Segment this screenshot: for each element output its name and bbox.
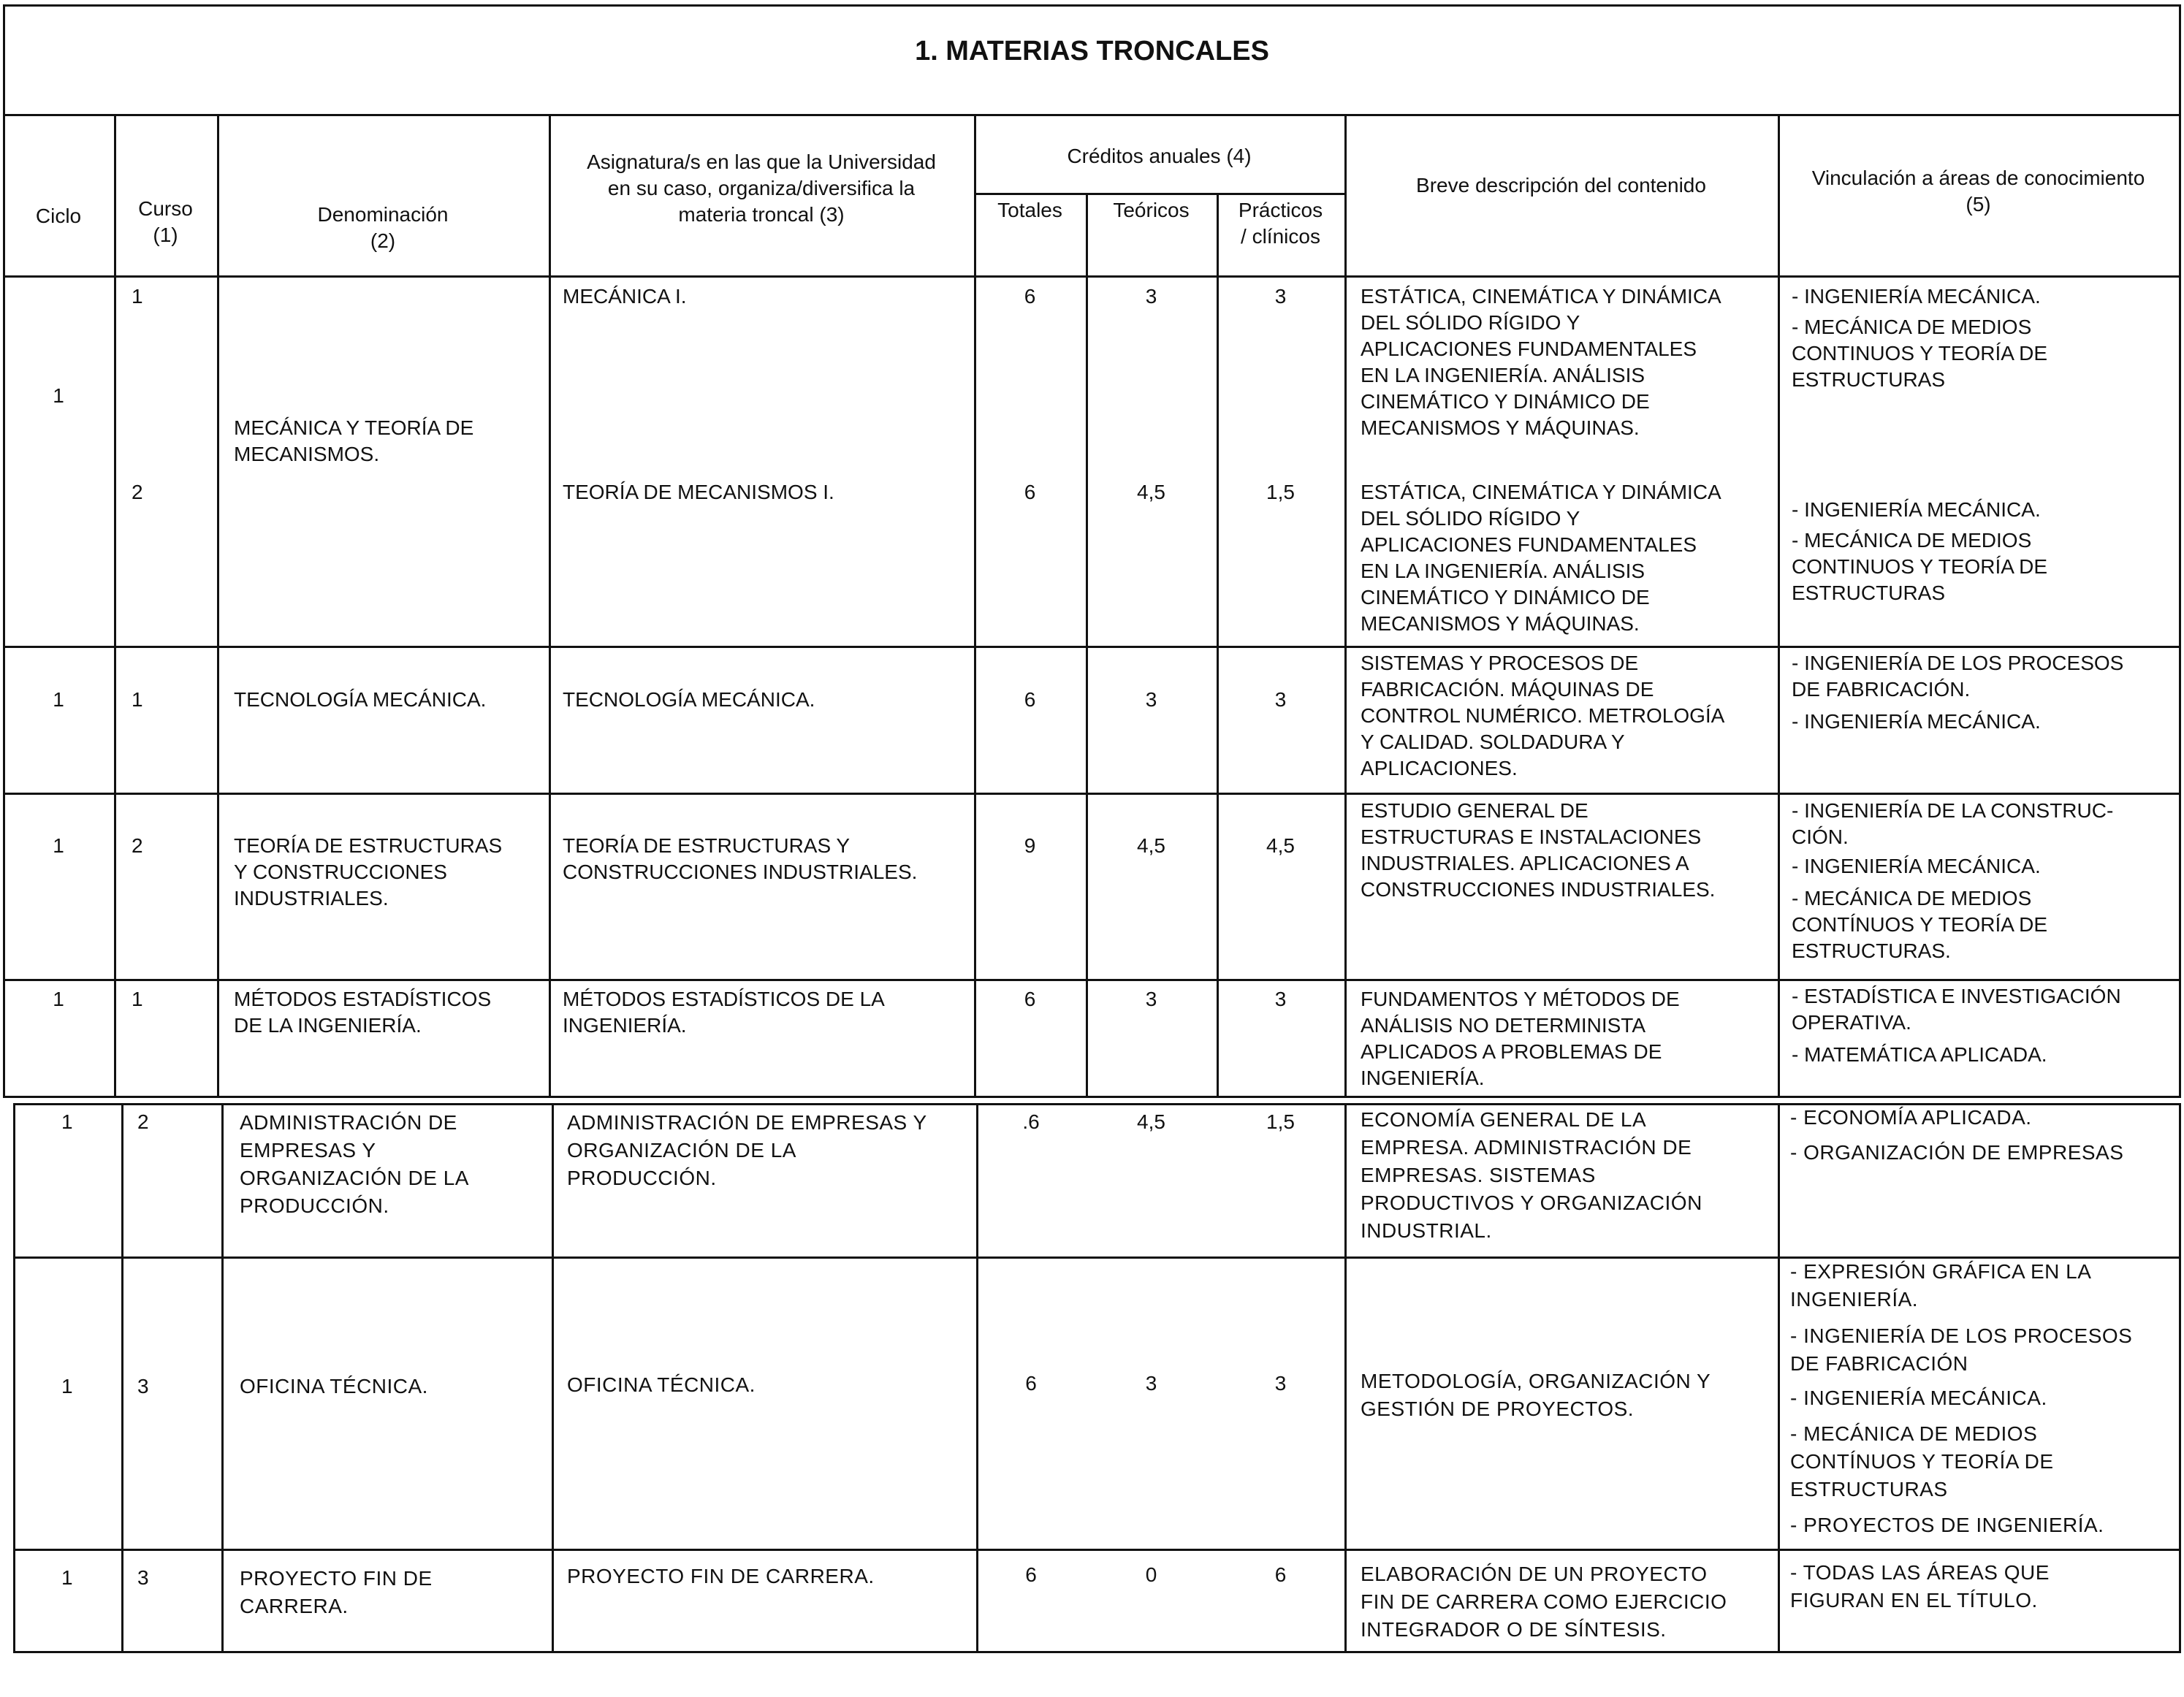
row5-vinculacion-2: - ORGANIZACIÓN DE EMPRESAS	[1790, 1141, 2124, 1164]
row5-descripcion: ECONOMÍA GENERAL DE LA EMPRESA. ADMINISTRACIÓN DE EMPRESAS. SISTEMAS PRODUCTIVOS Y ORGANIZACIÓN INDUSTRIAL.	[1361, 1108, 1702, 1242]
row4-ciclo: 1	[53, 988, 64, 1010]
row1-ciclo: 1	[53, 384, 64, 407]
header-vinculacion: Vinculación a áreas de conocimiento (5)	[1811, 167, 2145, 216]
table-border-bottom	[13, 1651, 2180, 1653]
header-creditos: Créditos anuales (4)	[1067, 145, 1252, 167]
row2-vinculacion-2: - INGENIERÍA MECÁNICA.	[1792, 710, 2041, 733]
row3-descripcion: ESTUDIO GENERAL DE ESTRUCTURAS E INSTALACIONES INDUSTRIALES. APLICACIONES A CONSTRUCCIONES INDUSTRIALES.	[1361, 799, 1716, 901]
row7-totales: 6	[1025, 1563, 1037, 1586]
col-line-2	[217, 114, 219, 1097]
row1-vinculacion-b2: - MECÁNICA DE MEDIOS CONTINUOS Y TEORÍA DE ESTRUCTURAS	[1792, 529, 2048, 604]
col-line-1	[114, 114, 116, 1097]
header-ciclo: Ciclo	[35, 205, 82, 227]
lower-border-right	[2179, 1103, 2181, 1653]
row5-vinculacion-1: - ECONOMÍA APLICADA.	[1790, 1106, 2032, 1129]
row-line-4	[3, 1096, 2181, 1098]
row2-vinculacion-1: - INGENIERÍA DE LOS PROCESOS DE FABRICACIÓN.	[1792, 652, 2124, 701]
row6-denominacion: OFICINA TÉCNICA.	[240, 1375, 428, 1397]
row6-vinculacion-3: - INGENIERÍA MECÁNICA.	[1790, 1387, 2047, 1409]
row7-descripcion: ELABORACIÓN DE UN PROYECTO FIN DE CARRERA COMO EJERCICIO INTEGRADOR O DE SÍNTESIS.	[1361, 1563, 1727, 1641]
col-line-4	[974, 114, 976, 1097]
row4-curso: 1	[132, 988, 143, 1010]
row-line-1	[3, 646, 2181, 648]
row3-practicos: 4,5	[1266, 834, 1295, 857]
header-asignatura: Asignatura/s en las que la Universidad en su caso, organiza/diversifica la materia troncal (3)	[587, 150, 936, 226]
col-line-7	[1344, 114, 1347, 1097]
row3-vinculacion-3: - MECÁNICA DE MEDIOS CONTÍNUOS Y TEORÍA DE ESTRUCTURAS.	[1792, 887, 2048, 962]
row1-vinculacion-a1: - INGENIERÍA MECÁNICA.	[1792, 285, 2041, 308]
lower-col-line-1	[121, 1103, 123, 1653]
row4-teoricos: 3	[1145, 988, 1157, 1010]
header-denominacion: Denominación (2)	[317, 203, 449, 252]
row4-denominacion: MÉTODOS ESTADÍSTICOS DE LA INGENIERÍA.	[234, 988, 492, 1037]
table-border-top	[3, 4, 2181, 7]
row3-vinculacion-1: - INGENIERÍA DE LA CONSTRUC- CIÓN.	[1792, 799, 2114, 848]
row6-vinculacion-2: - INGENIERÍA DE LOS PROCESOS DE FABRICACIÓN	[1790, 1324, 2133, 1375]
row5-totales: .6	[1022, 1110, 1040, 1133]
row1-curso-b: 2	[132, 481, 143, 503]
row1-descripcion-b: ESTÁTICA, CINEMÁTICA Y DINÁMICA DEL SÓLIDO RÍGIDO Y APLICACIONES FUNDAMENTALES EN LA INGENIERÍA. ANÁLISIS CINEMÁTICO Y DINÁMICO DE MECANISMOS Y MÁQUINAS.	[1361, 481, 1721, 635]
row7-curso: 3	[137, 1566, 150, 1589]
row1-teoricos-a: 3	[1145, 285, 1157, 308]
row1-totales-b: 6	[1024, 481, 1036, 503]
row-line-2	[3, 793, 2181, 795]
row1-practicos-b: 1,5	[1266, 481, 1295, 503]
row1-practicos-a: 3	[1274, 285, 1287, 308]
lower-col-line-8	[1778, 1103, 1780, 1653]
row7-practicos: 6	[1274, 1563, 1287, 1586]
row2-totales: 6	[1024, 688, 1036, 711]
row6-totales: 6	[1025, 1372, 1037, 1395]
row5-teoricos: 4,5	[1137, 1110, 1165, 1133]
col-line-3	[549, 114, 551, 1097]
row6-vinculacion-1: - EXPRESIÓN GRÁFICA EN LA INGENIERÍA.	[1790, 1260, 2092, 1311]
col-line-8	[1778, 114, 1780, 1097]
table-border-left	[3, 4, 5, 1097]
creditos-subheader-line	[974, 193, 1345, 195]
row7-vinculacion-1: - TODAS LAS ÁREAS QUE FIGURAN EN EL TÍTULO.	[1790, 1561, 2050, 1612]
row2-practicos: 3	[1274, 688, 1287, 711]
row7-teoricos: 0	[1145, 1563, 1157, 1586]
row2-ciclo: 1	[53, 688, 64, 711]
row1-vinculacion-b1: - INGENIERÍA MECÁNICA.	[1792, 498, 2041, 521]
header-descripcion: Breve descripción del contenido	[1416, 174, 1706, 197]
row3-ciclo: 1	[53, 834, 64, 857]
header-totales: Totales	[997, 199, 1062, 221]
col-line-5	[1086, 193, 1088, 1097]
row4-asignatura: MÉTODOS ESTADÍSTICOS DE LA INGENIERÍA.	[563, 988, 885, 1037]
row6-teoricos: 3	[1145, 1372, 1157, 1395]
row3-curso: 2	[132, 834, 143, 857]
row1-asignatura-b: TEORÍA DE MECANISMOS I.	[563, 481, 834, 503]
row3-totales: 9	[1024, 834, 1036, 857]
lower-col-line-2	[221, 1103, 224, 1653]
row2-teoricos: 3	[1145, 688, 1157, 711]
header-teoricos: Teóricos	[1113, 199, 1190, 221]
row1-asignatura-a: MECÁNICA I.	[563, 285, 687, 308]
row1-curso-a: 1	[132, 285, 143, 308]
row1-denominacion: MECÁNICA Y TEORÍA DE MECANISMOS.	[234, 416, 474, 465]
row6-curso: 3	[137, 1375, 150, 1397]
row1-vinculacion-a2: - MECÁNICA DE MEDIOS CONTINUOS Y TEORÍA DE ESTRUCTURAS	[1792, 316, 2048, 391]
row-line-6	[13, 1549, 2180, 1551]
header-curso: Curso (1)	[138, 197, 193, 246]
row5-asignatura: ADMINISTRACIÓN DE EMPRESAS Y ORGANIZACIÓN DE LA PRODUCCIÓN.	[567, 1111, 927, 1189]
col-line-6	[1217, 193, 1219, 1097]
lower-col-line-7	[1344, 1103, 1347, 1653]
row5-denominacion: ADMINISTRACIÓN DE EMPRESAS Y ORGANIZACIÓN DE LA PRODUCCIÓN.	[240, 1111, 469, 1217]
row5-practicos: 1,5	[1266, 1110, 1295, 1133]
row-line-3	[3, 979, 2181, 981]
row1-teoricos-b: 4,5	[1137, 481, 1165, 503]
row3-asignatura: TEORÍA DE ESTRUCTURAS Y CONSTRUCCIONES INDUSTRIALES.	[563, 834, 918, 883]
row7-asignatura: PROYECTO FIN DE CARRERA.	[567, 1565, 875, 1587]
row3-vinculacion-2: - INGENIERÍA MECÁNICA.	[1792, 855, 2041, 877]
row3-teoricos: 4,5	[1137, 834, 1165, 857]
row4-vinculacion-2: - MATEMÁTICA APLICADA.	[1792, 1043, 2047, 1066]
row4-vinculacion-1: - ESTADÍSTICA E INVESTIGACIÓN OPERATIVA.	[1792, 985, 2121, 1034]
row4-totales: 6	[1024, 988, 1036, 1010]
row1-descripcion-a: ESTÁTICA, CINEMÁTICA Y DINÁMICA DEL SÓLIDO RÍGIDO Y APLICACIONES FUNDAMENTALES EN LA INGENIERÍA. ANÁLISIS CINEMÁTICO Y DINÁMICO DE MECANISMOS Y MÁQUINAS.	[1361, 285, 1721, 439]
row2-asignatura: TECNOLOGÍA MECÁNICA.	[563, 688, 815, 711]
row3-denominacion: TEORÍA DE ESTRUCTURAS Y CONSTRUCCIONES INDUSTRIALES.	[234, 834, 503, 909]
title-divider	[3, 114, 2181, 116]
row7-ciclo: 1	[61, 1566, 74, 1589]
header-bottom-line	[3, 275, 2181, 278]
row4-practicos: 3	[1274, 988, 1287, 1010]
table-border-right	[2179, 4, 2181, 1097]
row6-descripcion: METODOLOGÍA, ORGANIZACIÓN Y GESTIÓN DE PROYECTOS.	[1361, 1370, 1711, 1420]
row6-ciclo: 1	[61, 1375, 74, 1397]
row2-descripcion: SISTEMAS Y PROCESOS DE FABRICACIÓN. MÁQUINAS DE CONTROL NUMÉRICO. METROLOGÍA Y CALIDAD. SOLDADURA Y APLICACIONES.	[1361, 652, 1725, 779]
row7-denominacion: PROYECTO FIN DE CARRERA.	[240, 1567, 433, 1617]
lower-col-line-3	[552, 1103, 554, 1653]
row2-denominacion: TECNOLOGÍA MECÁNICA.	[234, 688, 487, 711]
row5-curso: 2	[137, 1110, 150, 1133]
row1-totales-a: 6	[1024, 285, 1036, 308]
row6-practicos: 3	[1274, 1372, 1287, 1395]
row6-asignatura: OFICINA TÉCNICA.	[567, 1373, 756, 1396]
header-practicos: Prácticos / clínicos	[1238, 199, 1323, 248]
row5-ciclo: 1	[61, 1110, 74, 1133]
page-title: 1. MATERIAS TRONCALES	[915, 36, 1269, 66]
row2-curso: 1	[132, 688, 143, 711]
row6-vinculacion-4: - MECÁNICA DE MEDIOS CONTÍNUOS Y TEORÍA DE ESTRUCTURAS	[1790, 1422, 2054, 1500]
row4-descripcion: FUNDAMENTOS Y MÉTODOS DE ANÁLISIS NO DETERMINISTA APLICADOS A PROBLEMAS DE INGENIERÍA.	[1361, 988, 1680, 1089]
row6-vinculacion-5: - PROYECTOS DE INGENIERÍA.	[1790, 1514, 2104, 1536]
